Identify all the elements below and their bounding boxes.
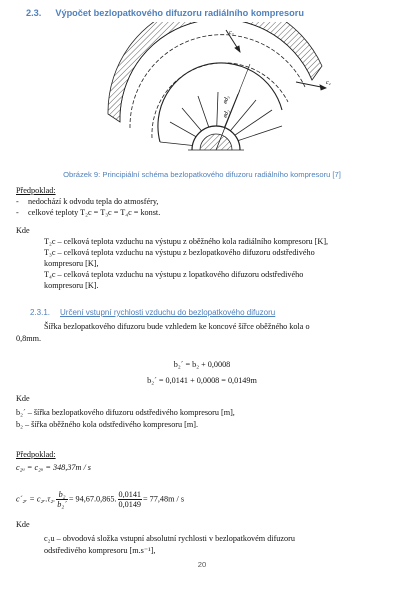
definition-line: T₂c – celková teplota vzduchu na výstupu z oběžného kola radiálního kompresoru [K], [44,237,329,246]
formula-b2prime: b₂´ = b₂ + 0,0008 [173,360,231,369]
definition-line: b₂´ – šířka bezlopatkového difuzoru odstředivého kompresoru [m], [16,408,235,417]
formula-c2u: c₂ᵤ = c₂ᵤ = 348,37m / s [16,463,91,472]
label-c3: c₃ [229,30,234,36]
subsection-title: Určení vstupní rychlosti vzduchu do bezlopatkového difuzoru [60,308,276,317]
subsection-heading [30,308,275,317]
paragraph-line: Šířka bezlopatkového difuzoru bude vzhledem ke koncové šířce oběžného kola o [44,322,310,331]
formula-b2prime-value: b₂´ = 0,0141 + 0,0008 = 0,0149m [147,376,257,385]
assumption2-heading: Předpoklad: [16,450,56,459]
kde-label: Kde [16,226,30,235]
figure-caption: Obrázek 9: Principiální schéma bezlopatkového difuzoru radiálního kompresoru [7] [63,170,341,179]
definition-line: T₄c – celková teplota vzduchu na výstupu z lopatkového difuzoru odstředivého [44,270,304,279]
assumption-item: - celkové teploty T₂c = T₃c = T₄c = konst. [16,208,161,217]
definition-line: odstředivého kompresoru [m.s⁻¹], [44,546,156,555]
definition-line: c₂u – obvodová složka vstupní absolutní rychlosti v bezlopatkovém difuzoru [44,534,295,543]
diffuser-schematic [100,22,340,168]
definition-line: kompresoru [K], [44,259,99,268]
formula-c2r: c´₂ᵣ = c₂ᵣ.τ₂. $\frac{\text{b₂}}{\text{b₂´}}$ = 94,67.0,865. $\frac{0,0141}{0,0149}$ = 77,48m / s [16,490,185,509]
section-heading [26,8,304,18]
kde-label: Kde [16,394,30,403]
page-number: 20 [197,560,207,569]
paragraph-line: 0,8mm. [16,334,42,343]
assumption-heading: Předpoklad: [16,186,56,195]
subsection-number: 2.3.1. [30,308,51,317]
section-title: Výpočet bezlopatkového difuzoru radiálního kompresoru [55,8,304,18]
definition-line: kompresoru [K]. [44,281,99,290]
label-d3: ød₃ [222,94,231,105]
assumption-item: - nedochází k odvodu tepla do atmosféry, [16,197,159,206]
definition-line: b₂ – šířka oběžného kola odstředivého kompresoru [m]. [16,420,199,429]
section-number: 2.3. [26,8,42,18]
diffuser-wall-outer [108,22,322,122]
definition-line: T₃c – celková teplota vzduchu na výstupu z bezlopatkového difuzoru odstředivého [44,248,315,257]
label-d2: ød₂ [222,108,231,119]
label-c2: c₂ [326,80,331,86]
kde-label: Kde [16,520,30,529]
